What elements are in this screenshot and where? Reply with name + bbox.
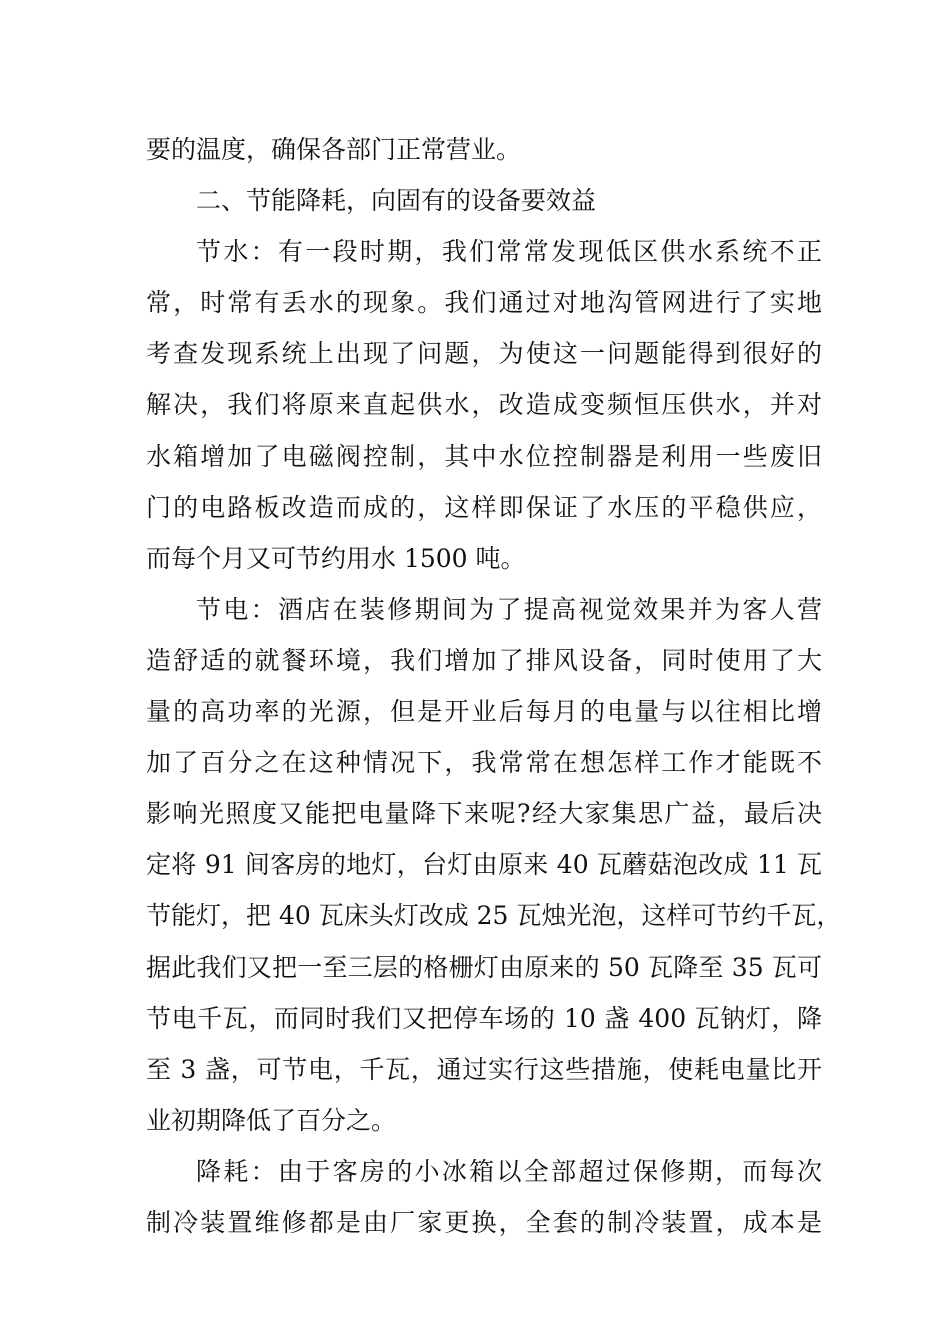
text-line: 解决，我们将原来直起供水，改造成变频恒压供水，并对 [146,390,822,420]
text-line: 量的高功率的光源，但是开业后每月的电量与以往相比增 [146,697,822,727]
text-line: 降耗：由于客房的小冰箱以全部超过保修期，而每次 [196,1156,822,1186]
text-line: 水箱增加了电磁阀控制，其中水位控制器是利用一些废旧 [146,441,822,471]
text-line: 造舒适的就餐环境，我们增加了排风设备，同时使用了大 [146,645,822,675]
text-line: 而每个月又可节约用水 1500 吨。 [146,543,526,573]
text-line: 制冷装置维修都是由厂家更换，全套的制冷装置，成本是 [146,1207,822,1237]
text-line: 要的温度，确保各部门正常营业。 [146,135,522,164]
section-heading: 二、节能降耗，向固有的设备要效益 [196,186,597,216]
text-line: 影响光照度又能把电量降下来呢?经大家集思广益，最后决 [146,799,822,829]
text-line: 门的电路板改造而成的，这样即保证了水压的平稳供应， [146,492,822,522]
text-line: 业初期降低了百分之。 [146,1105,397,1135]
text-line: 定将 91 间客房的地灯，台灯由原来 40 瓦蘑菇泡改成 11 瓦 [146,850,822,880]
text-line: 考查发现系统上出现了问题，为使这一问题能得到很好的 [146,339,822,369]
text-line: 节能灯，把 40 瓦床头灯改成 25 瓦烛光泡，这样可节约千瓦， [146,901,842,931]
body-text [146,124,842,1248]
text-line: 节电千瓦，而同时我们又把停车场的 10 盏 400 瓦钠灯，降 [146,1003,822,1033]
text-line: 加了百分之在这种情况下，我常常在想怎样工作才能既不 [146,748,822,778]
text-line: 至 3 盏，可节电，千瓦，通过实行这些措施，使耗电量比开 [146,1054,822,1084]
text-line: 常，时常有丢水的现象。我们通过对地沟管网进行了实地 [146,288,822,318]
text-line: 节水：有一段时期，我们常常发现低区供水系统不正 [196,237,822,267]
text-line: 据此我们又把一至三层的格栅灯由原来的 50 瓦降至 35 瓦可 [146,952,822,982]
text-line: 节电：酒店在装修期间为了提高视觉效果并为客人营 [196,594,822,624]
